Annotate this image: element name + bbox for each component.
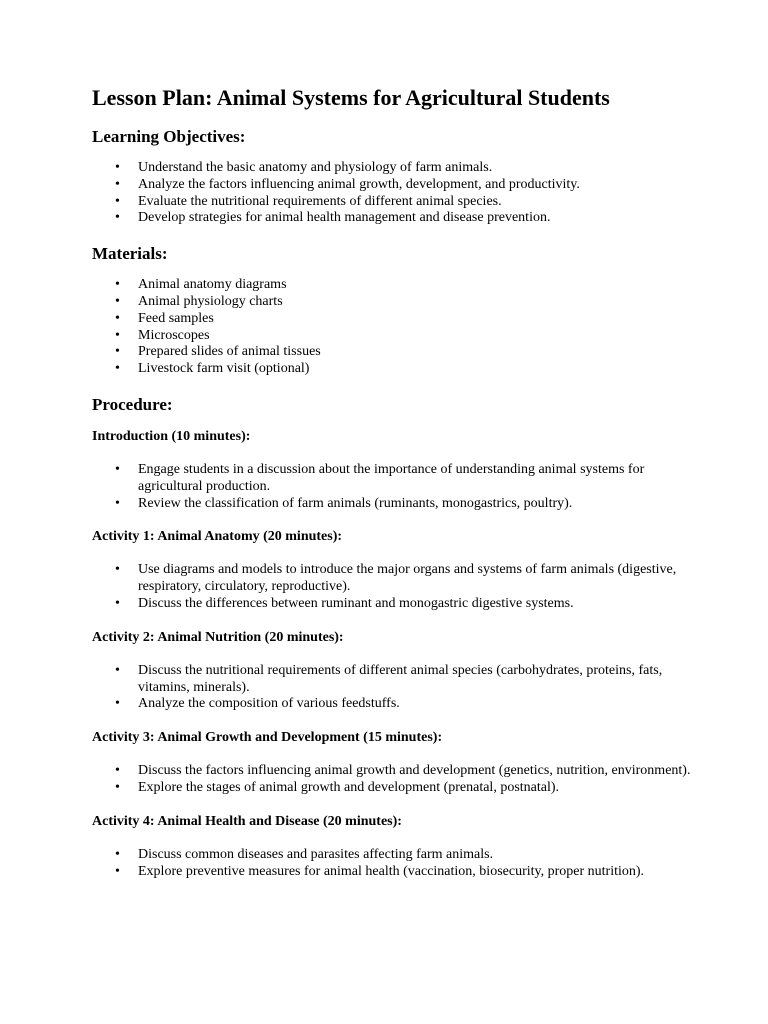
list-item: • Feed samples <box>138 311 692 328</box>
introduction-heading: Introduction (10 minutes): <box>92 428 251 444</box>
list-item: • Review the classification of farm animals (ruminants, monogastrics, poultry). <box>138 496 692 513</box>
activity-3-heading: Activity 3: Animal Growth and Development (15 minutes): <box>92 730 443 746</box>
list-item: • Livestock farm visit (optional) <box>138 361 692 378</box>
activity-4-list <box>92 847 692 881</box>
list-item: • Discuss the factors influencing animal growth and development (genetics, nutrition, environment). <box>138 763 692 780</box>
learning-objectives-heading: Learning Objectives: <box>92 127 246 146</box>
learning-objectives-list <box>92 160 692 227</box>
materials-list <box>92 277 692 378</box>
list-item: • Understand the basic anatomy and physiology of farm animals. <box>138 160 692 177</box>
activity-2-heading: Activity 2: Animal Nutrition (20 minutes): <box>92 629 344 645</box>
list-item: • Analyze the composition of various feedstuffs. <box>138 696 692 713</box>
list-item: • Prepared slides of animal tissues <box>138 344 692 361</box>
list-item: • Microscopes <box>138 328 692 345</box>
list-item: • Explore preventive measures for animal health (vaccination, biosecurity, proper nutrition). <box>138 864 692 881</box>
activity-1-list <box>92 562 692 612</box>
list-item: • Analyze the factors influencing animal growth, development, and productivity. <box>138 177 692 194</box>
list-item: • Engage students in a discussion about the importance of understanding animal systems for agricultural production. <box>138 462 692 496</box>
list-item: • Explore the stages of animal growth and development (prenatal, postnatal). <box>138 780 692 797</box>
document-title: Lesson Plan: Animal Systems for Agricultural Students <box>92 85 610 110</box>
list-item: • Use diagrams and models to introduce the major organs and systems of farm animals (digestive, respiratory, circulatory, reproductive). <box>138 562 692 596</box>
list-item: • Animal anatomy diagrams <box>138 277 692 294</box>
materials-heading: Materials: <box>92 244 168 264</box>
introduction-list <box>92 462 692 512</box>
list-item: • Animal physiology charts <box>138 294 692 311</box>
list-item: • Evaluate the nutritional requirements of different animal species. <box>138 194 692 211</box>
activity-2-list <box>92 663 692 713</box>
list-item: • Discuss the differences between ruminant and monogastric digestive systems. <box>138 596 692 613</box>
list-item: • Develop strategies for animal health management and disease prevention. <box>138 210 692 227</box>
document-page <box>92 83 692 896</box>
list-item: • Discuss the nutritional requirements of different animal species (carbohydrates, proteins, fats, vitamins, minerals). <box>138 663 692 697</box>
procedure-heading: Procedure: <box>92 394 173 414</box>
activity-3-list <box>92 763 692 797</box>
activity-1-heading: Activity 1: Animal Anatomy (20 minutes): <box>92 529 343 545</box>
activity-4-heading: Activity 4: Animal Health and Disease (20 minutes): <box>92 813 402 829</box>
list-item: • Discuss common diseases and parasites affecting farm animals. <box>138 847 692 864</box>
